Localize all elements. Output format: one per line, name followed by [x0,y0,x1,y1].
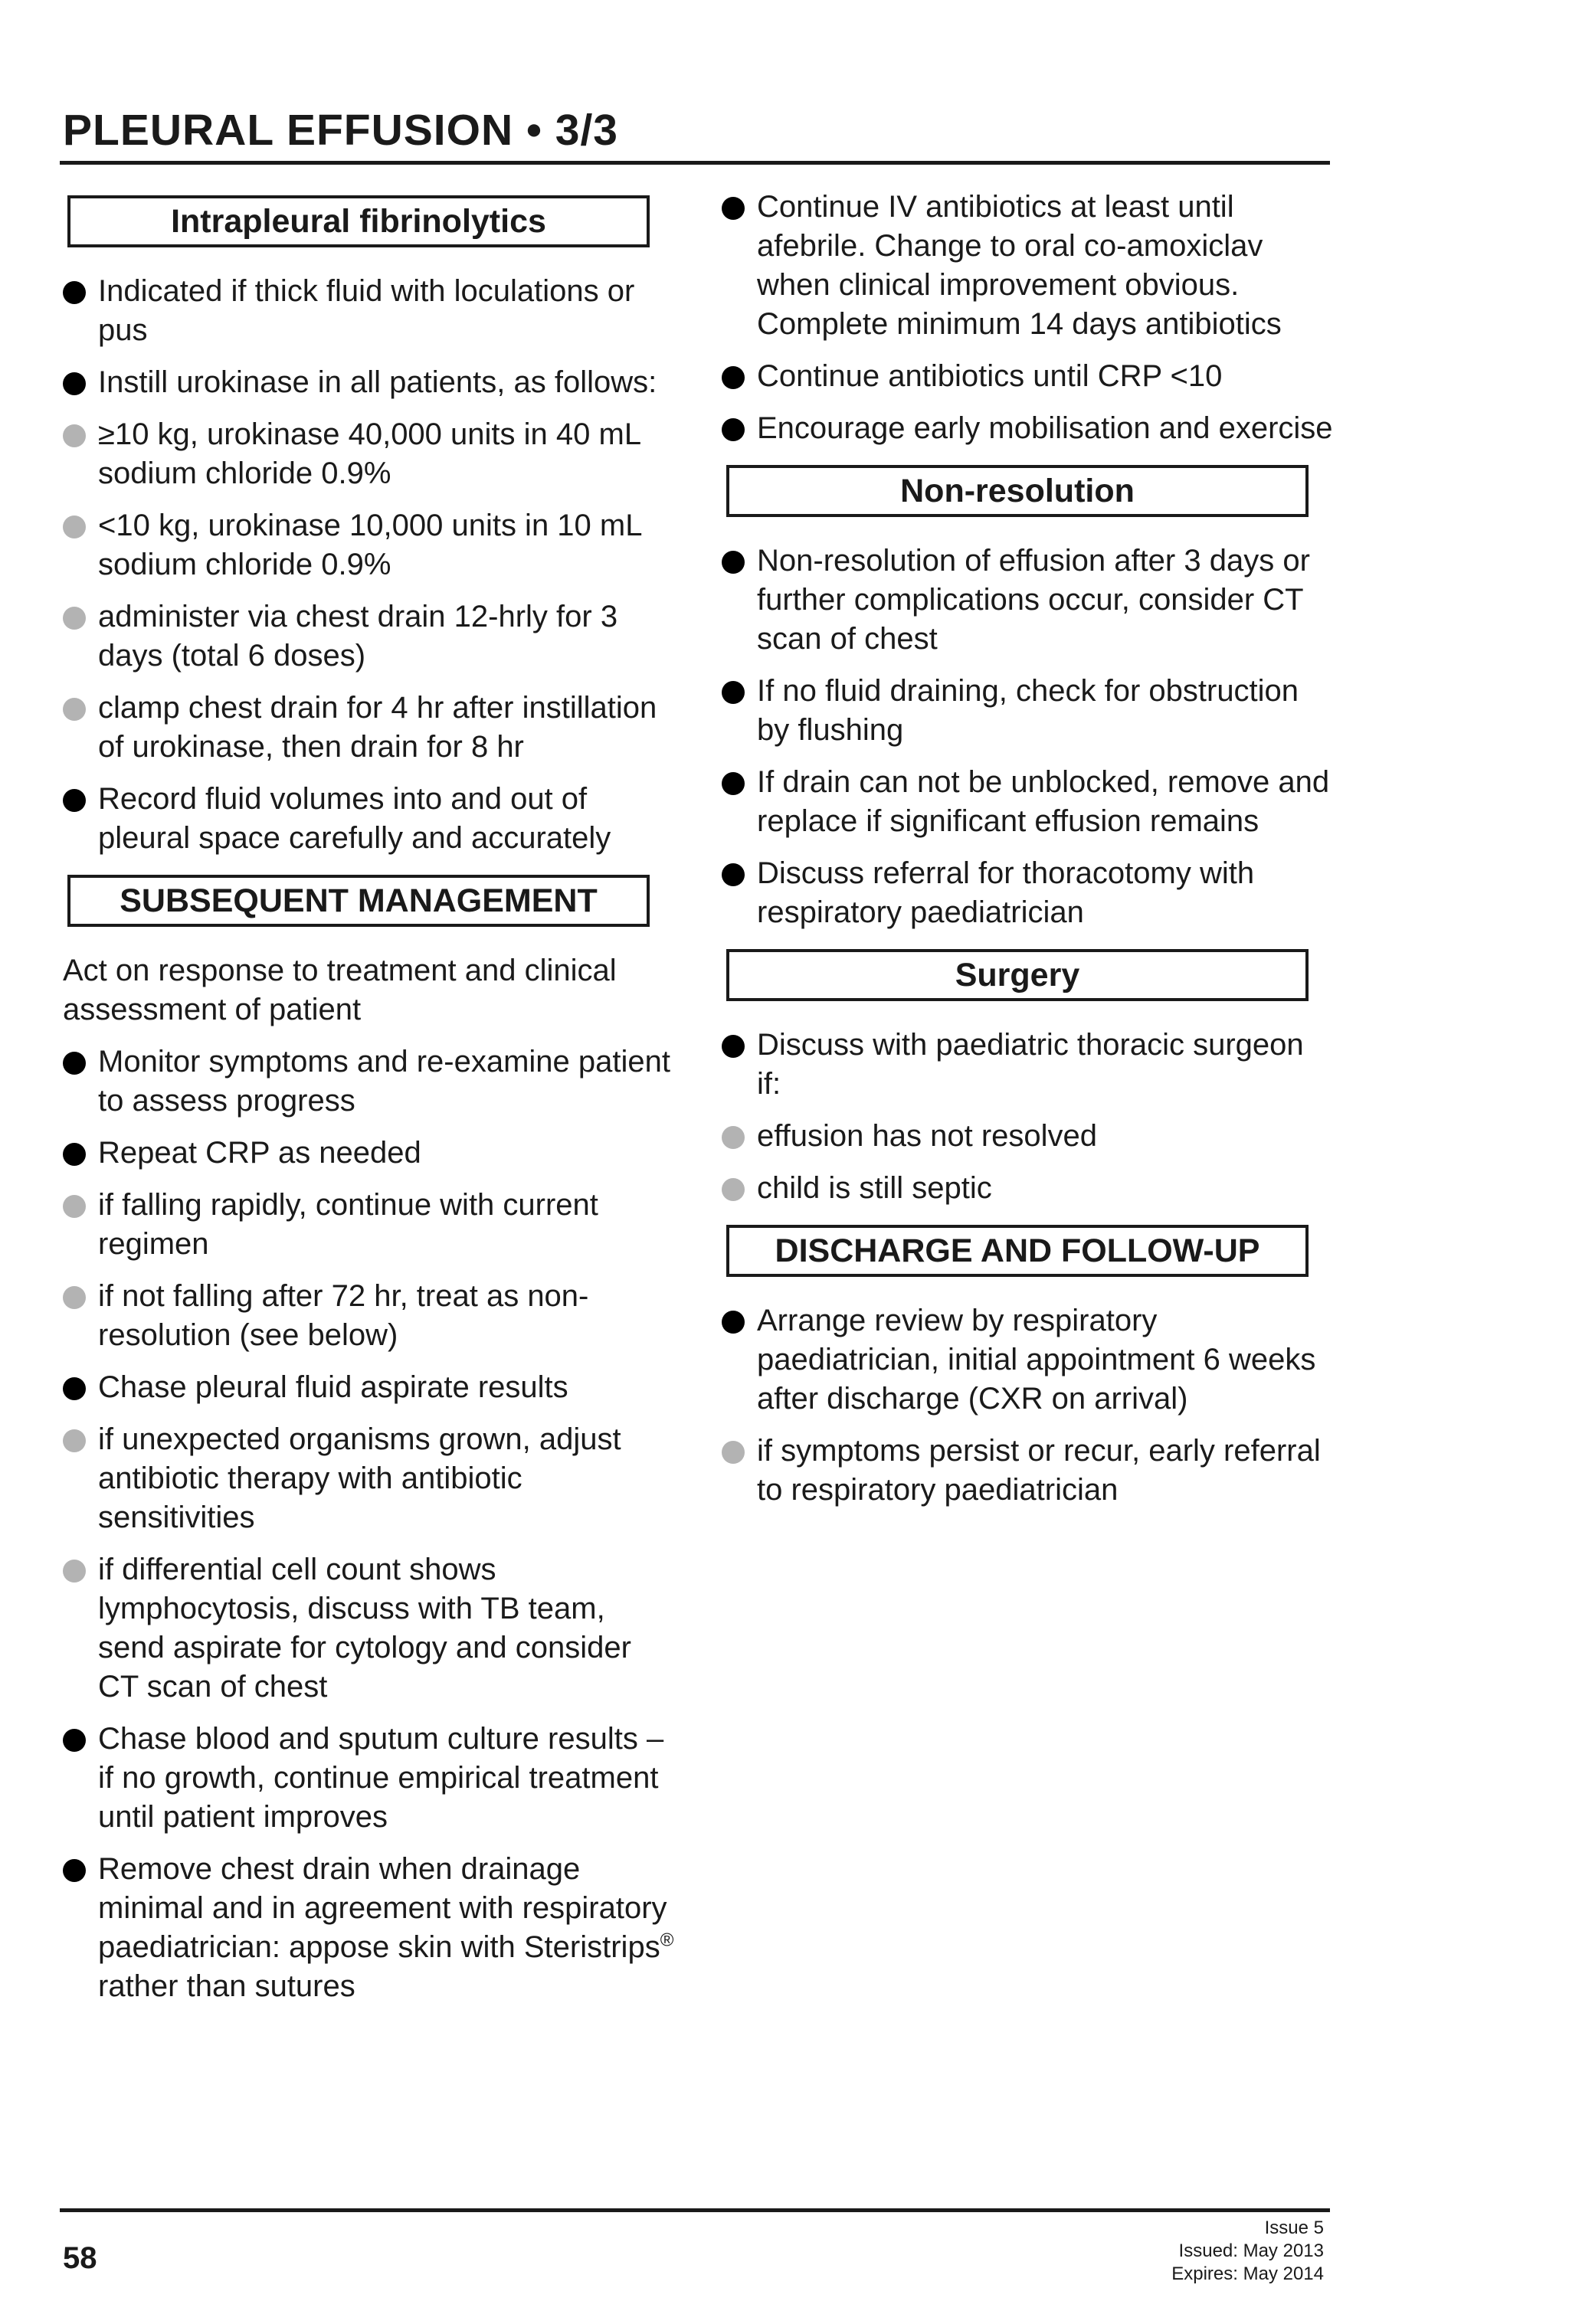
list-item [63,506,676,584]
item-text: Monitor symptoms and re-examine patient to assess progress [98,1045,670,1118]
bullet-icon [722,1035,745,1058]
list-item [722,854,1335,932]
list-item [63,1043,676,1121]
item-text: clamp chest drain for 4 hr after instillation of urokinase, then drain for 8 hr [98,691,657,764]
list-item [722,188,1335,344]
item-text: administer via chest drain 12-hrly for 3 days (total 6 doses) [98,600,618,673]
item-text: Encourage early mobilisation and exercise [757,411,1333,445]
item-text: Repeat CRP as needed [98,1136,421,1170]
item-text: Record fluid volumes into and out of pleural space carefully and accurately [98,782,611,855]
bullet-icon [63,372,86,395]
list-item [63,1134,676,1173]
item-text: If drain can not be unblocked, remove and replace if significant effusion remains [757,765,1330,838]
subsequent-list [63,1043,676,1837]
issued-date: Issued: May 2013 [1178,2241,1324,2261]
item-text: ≥10 kg, urokinase 40,000 units in 40 mL sodium chloride 0.9% [98,417,640,490]
item-text: Discuss referral for thoracotomy with respiratory paediatrician [757,856,1255,929]
item-text: Continue antibiotics until CRP <10 [757,359,1223,393]
item-text: if unexpected organisms grown, adjust antibiotic therapy with antibiotic sensitivities [98,1422,621,1534]
item-text: Continue IV antibiotics at least until afebrile. Change to oral co-amoxiclav when clinical improvement obvious. Complete minimum 14 days antibiotics [757,190,1282,341]
item-text: Remove chest drain when drainage minimal and in agreement with respiratory paediatrician: appose skin with Steristrips [98,1852,667,1964]
item-text: if falling rapidly, continue with current regimen [98,1188,598,1261]
page-number: 58 [63,2241,97,2275]
list-item [722,542,1335,659]
sub-bullet-icon [722,1178,745,1201]
section-heading-non-resolution: Non-resolution [726,465,1309,517]
list-item [63,415,676,493]
list-item [63,597,676,676]
list-item [722,1432,1335,1510]
list-item [722,1169,1335,1208]
sub-bullet-icon [63,1560,86,1583]
item-text: If no fluid draining, check for obstruction by flushing [757,674,1299,747]
item-text: <10 kg, urokinase 10,000 units in 10 mL sodium chloride 0.9% [98,509,641,581]
bullet-icon [63,789,86,812]
subsequent-intro: Act on response to treatment and clinical assessment of patient [63,954,617,1026]
footer-rule [60,2208,1330,2212]
list-item [63,1420,676,1537]
list-item [63,363,676,402]
section-heading-discharge: DISCHARGE AND FOLLOW-UP [726,1225,1309,1277]
registered-mark: ® [660,1930,674,1951]
bullet-icon [63,1143,86,1166]
list-item [63,1550,676,1707]
list-item [722,409,1335,448]
expiry-date: Expires: May 2014 [1171,2263,1324,2284]
fibrinolytics-list [63,272,676,858]
item-text: if not falling after 72 hr, treat as non-resolution (see below) [98,1279,589,1352]
bullet-icon [722,772,745,795]
item-text: Non-resolution of effusion after 3 days or further complications occur, consider CT scan of chest [757,544,1310,656]
item-text: if differential cell count shows lymphocytosis, discuss with TB team, send aspirate for cytology and consider CT scan of chest [98,1553,631,1704]
left-column [63,188,676,2019]
bullet-icon [722,366,745,389]
list-item [722,1301,1335,1419]
list-item [722,1026,1335,1104]
bullet-icon [722,197,745,220]
item-text: Arrange review by respiratory paediatrician, initial appointment 6 weeks after discharge (CXR on arrival) [757,1304,1316,1416]
item-text: Indicated if thick fluid with loculations or pus [98,274,635,347]
bullet-icon [722,681,745,704]
section-heading-subsequent-management: SUBSEQUENT MANAGEMENT [67,875,650,927]
non-resolution-list [722,542,1335,932]
sub-bullet-icon [63,1195,86,1218]
continued-list [722,188,1335,448]
list-item [722,357,1335,396]
bullet-icon [63,1859,86,1882]
list-item [63,780,676,858]
list-item-remove-drain [63,1850,676,2006]
bullet-icon [722,551,745,574]
item-text: Chase blood and sputum culture results – if no growth, continue empirical treatment until patient improves [98,1722,664,1834]
item-text: Chase pleural fluid aspirate results [98,1370,568,1404]
sub-bullet-icon [63,1429,86,1452]
issue-info [1171,2217,1324,2286]
bullet-icon [722,1311,745,1334]
list-item [63,272,676,350]
item-text: child is still septic [757,1171,992,1205]
sub-bullet-icon [722,1126,745,1149]
list-item [63,1720,676,1837]
bullet-icon [63,1377,86,1400]
list-item [63,1277,676,1355]
list-item [722,763,1335,841]
header-rule [60,161,1330,165]
sub-bullet-icon [63,1286,86,1309]
item-text: if symptoms persist or recur, early referral to respiratory paediatrician [757,1434,1321,1507]
right-column [722,188,1335,1523]
sub-bullet-icon [63,607,86,630]
bullet-icon [722,418,745,441]
issue-number: Issue 5 [1264,2218,1324,2238]
item-text: effusion has not resolved [757,1119,1098,1153]
list-item [722,1117,1335,1156]
sub-bullet-icon [63,698,86,721]
section-heading-fibrinolytics: Intrapleural fibrinolytics [67,195,650,247]
list-item [722,672,1335,750]
section-heading-surgery: Surgery [726,949,1309,1001]
sub-bullet-icon [63,516,86,538]
list-item [63,1186,676,1264]
list-item [63,689,676,767]
item-text-end: rather than sutures [98,1969,355,2003]
item-text: Discuss with paediatric thoracic surgeon if: [757,1028,1304,1101]
bullet-icon [722,863,745,886]
item-text: Instill urokinase in all patients, as follows: [98,365,657,399]
sub-bullet-icon [63,424,86,447]
discharge-list [722,1301,1335,1510]
bullet-icon [63,1729,86,1752]
list-item [63,1368,676,1407]
bullet-icon [63,281,86,304]
surgery-list [722,1026,1335,1208]
page-title: PLEURAL EFFUSION • 3/3 [63,106,619,155]
sub-bullet-icon [722,1441,745,1464]
bullet-icon [63,1052,86,1075]
